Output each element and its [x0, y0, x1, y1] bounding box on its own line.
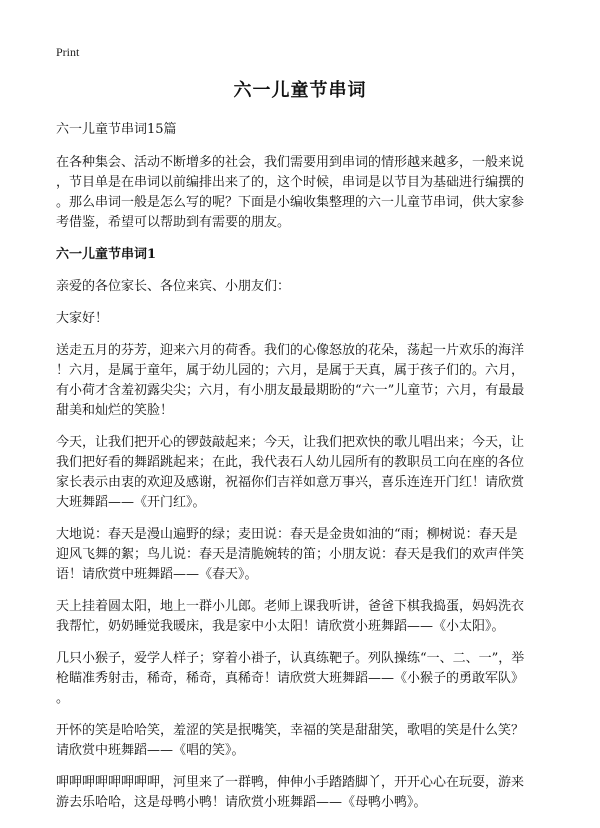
text-line: 大班舞蹈——《开门红》。: [56, 495, 206, 510]
text-line: 枪瞄准秀射击，稀奇，稀奇，真稀奇！请欣赏大班舞蹈——《小猴子的勇敢军队》: [56, 671, 525, 686]
text-line: 天上挂着圆太阳，地上一群小儿郎。老师上课我听讲，爸爸下棋我捣蛋，妈妈洗衣: [56, 599, 525, 614]
text-line: 我们把好看的舞蹈跳起来；在此，我代表石人幼儿园所有的教职员工向在座的各位: [56, 455, 525, 470]
paragraph-1: [56, 341, 548, 421]
article-subtitle: 六一儿童节串词15篇: [56, 122, 177, 137]
paragraph-2: [56, 433, 548, 513]
paragraph-7: [56, 773, 548, 813]
text-line: 游去乐哈哈，这是母鸭小鸭！请欣赏小班舞蹈——《母鸭小鸭》。: [56, 795, 427, 810]
text-line: 在各种集会、活动不断增多的社会，我们需要用到串词的情形越来越多，一般来说: [56, 155, 525, 170]
article-body: [56, 120, 548, 825]
page-title: 六一儿童节串词: [233, 80, 367, 101]
text-line: 大地说：春天是漫山遍野的绿；麦田说：春天是金贵如油的“雨；柳树说：春天是: [56, 527, 518, 542]
intro-paragraph: [56, 153, 548, 233]
hello-paragraph: [56, 309, 548, 329]
text-line: 几只小猴子，爱学人样子；穿着小褂子，认真练靶子。列队操练“一、二、一”，举: [56, 651, 525, 666]
text-line: 亲爱的各位家长、各位来宾、小朋友们：: [56, 279, 291, 294]
greeting-paragraph: [56, 277, 548, 297]
text-line: 我帮忙，奶奶睡觉我暖床，我是家中小太阳！请欣赏小班舞蹈——《小太阳》。: [56, 619, 505, 634]
text-line: 今天，让我们把开心的锣鼓敲起来；今天，让我们把欢快的歌儿唱出来；今天，让: [56, 435, 525, 450]
text-line: 开怀的笑是哈哈笑，羞涩的笑是抿嘴笑，幸福的笑是甜甜笑，歌唱的笑是什么笑？: [56, 723, 525, 738]
text-line: 语！请欣赏中班舞蹈——《春天》。: [56, 567, 258, 582]
section-heading: 六一儿童节串词1: [56, 247, 157, 262]
paragraph-3: [56, 525, 548, 585]
text-line: 有小荷才含羞初露尖尖；六月，有小朋友最最期盼的“六一”儿童节；六月，有最最: [56, 383, 525, 398]
paragraph-6: [56, 721, 548, 761]
text-line: 甜美和灿烂的笑脸！: [56, 403, 174, 418]
text-line: 呷呷呷呷呷呷呷呷，河里来了一群鸭，伸伸小手踏踏脚丫，开开心心在玩耍，游来: [56, 775, 525, 790]
text-line: 请欣赏中班舞蹈——《唱的笑》。: [56, 743, 245, 758]
text-line: 大家好！: [56, 311, 109, 326]
paragraph-4: [56, 597, 548, 637]
print-link[interactable]: Print: [56, 45, 80, 59]
text-line: 迎风飞舞的絮；鸟儿说：春天是清脆婉转的笛；小朋友说：春天是我们的欢声伴笑: [56, 547, 525, 562]
text-line: ！六月，是属于童年，属于幼儿园的；六月，是属于天真，属于孩子们的。六月，: [56, 363, 525, 378]
text-line: 家长表示由衷的欢迎及感谢，祝福你们吉祥如意万事兴，喜乐连连开门红！请欣赏: [56, 475, 525, 490]
text-line: ，节目单是在串词以前编排出来了的，这个时候，串词是以节目为基础进行编撰的: [56, 175, 525, 190]
text-line: 考借鉴，希望可以帮助到有需要的朋友。: [56, 215, 291, 230]
text-line: 。: [56, 691, 70, 706]
text-line: 。那么串词一般是怎么写的呢？下面是小编收集整理的六一儿童节串词，供大家参: [56, 195, 525, 210]
paragraph-5: [56, 649, 548, 709]
text-line: 送走五月的芬芳，迎来六月的荷香。我们的心像怒放的花朵，荡起一片欢乐的海洋: [56, 343, 525, 358]
